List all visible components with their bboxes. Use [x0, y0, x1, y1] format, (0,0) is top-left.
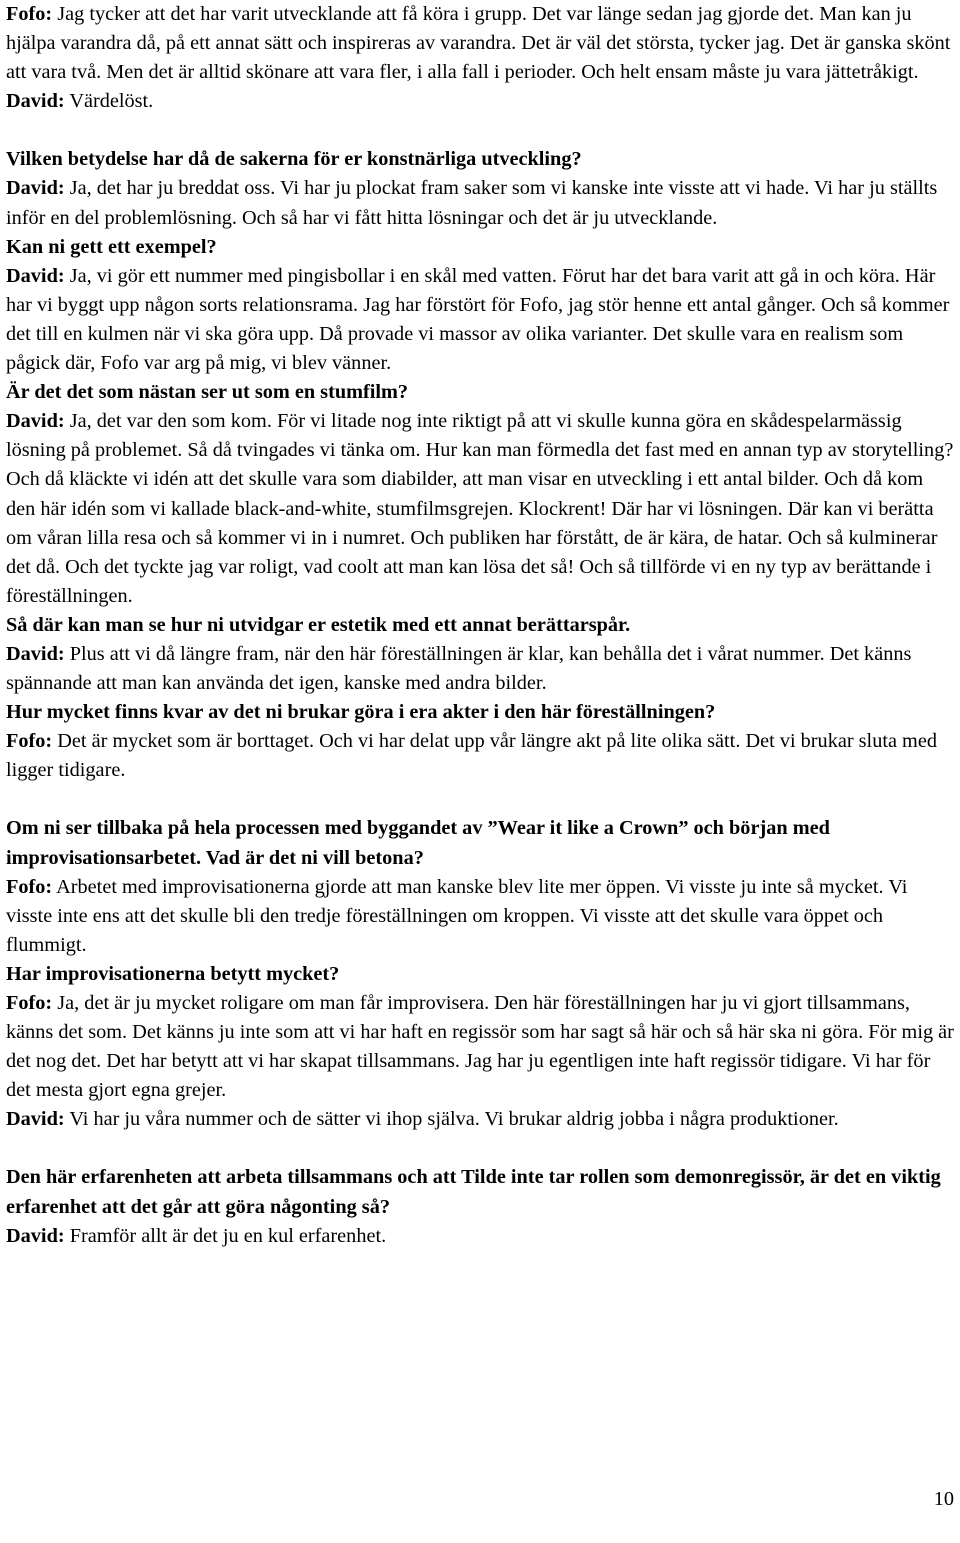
interview-answer — [6, 727, 954, 785]
speaker-name: Fofo: — [6, 730, 53, 753]
answer-text: Ja, vi gör ett nummer med pingisbollar i en skål med vatten. Förut har det bara varit att gå in och köra. Här har vi byggt upp någon sorts relationsrama. Jag har förstört för Fofo, jag stör henne ett antal gånger. Och så kommer det till en kulmen när vi ska göra upp. Då provade vi massor av olika varianter. Det skulle vara en realism som pågick där, Fofo var arg på mig, vi blev vänner. — [6, 264, 950, 375]
answer-text: Värdelöst. — [69, 90, 154, 113]
speaker-name: David: — [6, 410, 65, 433]
interview-question: Kan ni gett ett exempel? — [6, 235, 217, 258]
interview-question: Vilken betydelse har då de sakerna för er konstnärliga utveckling? — [6, 148, 582, 171]
paragraph-spacer — [6, 785, 954, 814]
speaker-name: Fofo: — [6, 3, 53, 25]
answer-text: Ja, det har ju breddat oss. Vi har ju plockat fram saker som vi kanske inte visste att vi hade. Vi har ju ställts inför en del problemlösning. Och så har vi fått hitta lösningar och det är ju utvecklande. — [6, 177, 938, 229]
interview-text — [6, 0, 954, 1251]
speaker-name: David: — [6, 90, 65, 113]
interview-answer — [6, 174, 954, 232]
speaker-name: Fofo: — [6, 875, 53, 898]
answer-text: Vi har ju våra nummer och de sätter vi ihop själva. Vi brukar aldrig jobba i några produktioner. — [69, 1108, 839, 1131]
interview-answer — [6, 1222, 954, 1251]
interview-question: Har improvisationerna betytt mycket? — [6, 962, 340, 985]
answer-text: Ja, det var den som kom. För vi litade nog inte riktigt på att vi skulle kunna göra en skådespelarmässig lösning på problemet. Så då tvingades vi tänka om. Hur kan man förmedla det fast med en annan typ av storytelling? Och då kläckte vi idén att det skulle vara som diabilder, att man visar en utveckling i ett antal bilder. Och då kom den här idén som vi kallade black-and-white, stumfilmsgrejen. Klockrent! Där har vi lösningen. Där kan vi berätta om våran lilla resa och så kommer vi in i numret. Och publiken har förstått, de är kära, de hatar. Och så kulminerar det då. Och det tyckte jag var roligt, vad coolt att man kan lösa det så! Och så tillförde vi en ny typ av berättande i föreställningen. — [6, 410, 954, 607]
speaker-name: David: — [6, 1224, 65, 1247]
interview-question: Hur mycket finns kvar av det ni brukar göra i era akter i den här föreställningen? — [6, 701, 716, 724]
interview-answer — [6, 873, 954, 960]
paragraph-spacer — [6, 116, 954, 145]
interview-question: Den här erfarenheten att arbeta tillsammans och att Tilde inte tar rollen som demonregissör, är det en viktig erfarenhet att det går att göra någonting så? — [6, 1166, 941, 1218]
answer-text: Arbetet med improvisationerna gjorde att man kanske blev lite mer öppen. Vi visste ju inte så mycket. Vi visste inte ens att det skulle bli den tredje föreställningen om kroppen. Vi visste att det skulle vara öppet och flummigt. — [6, 875, 908, 956]
answer-text: Plus att vi då längre fram, när den här föreställningen är klar, kan behålla det i vårat nummer. Det känns spännande att man kan använda det igen, kanske med andra bilder. — [6, 642, 912, 695]
answer-text: Framför allt är det ju en kul erfarenhet. — [69, 1224, 387, 1247]
interview-answer — [6, 407, 954, 611]
interview-answer — [6, 989, 954, 1105]
speaker-name: David: — [6, 1108, 65, 1131]
speaker-name: David: — [6, 177, 65, 200]
interview-question: Är det det som nästan ser ut som en stumfilm? — [6, 381, 409, 404]
interview-answer — [6, 640, 954, 698]
page-number: 10 — [933, 1488, 954, 1510]
answer-text: Jag tycker att det har varit utvecklande att få köra i grupp. Det var länge sedan jag gjorde det. Man kan ju hjälpa varandra då, på ett annat sätt och inspireras av varandra. Det är väl det största, tycker jag. Det är ganska skönt att vara två. Men det är alltid skönare att vara fler, i alla fall i perioder. Och helt ensam måste ju vara jättetråkigt. — [6, 3, 951, 84]
speaker-name: David: — [6, 642, 65, 665]
interview-question: Om ni ser tillbaka på hela processen med byggandet av ”Wear it like a Crown” och början med improvisationsarbetet. Vad är det ni vill betona? — [6, 817, 830, 869]
interview-question: Så där kan man se hur ni utvidgar er estetik med ett annat berättarspår. — [6, 613, 631, 636]
paragraph-spacer — [6, 1134, 954, 1163]
interview-answer — [6, 262, 954, 378]
interview-answer — [6, 0, 954, 87]
speaker-name: Fofo: — [6, 992, 53, 1014]
speaker-name: David: — [6, 264, 65, 287]
interview-answer — [6, 1105, 954, 1134]
interview-answer — [6, 87, 954, 116]
answer-text: Ja, det är ju mycket roligare om man får improvisera. Den här föreställningen har ju vi gjort tillsammans, känns det som. Det känns ju inte som att vi har haft en regissör som har sagt så här och så här ska ni göra. För mig är det nog det. Det har betytt att vi har skapat tillsammans. Jag har ju egentligen inte haft regissör tidigare. Vi har för det mesta gjort egna grejer. — [6, 992, 954, 1102]
answer-text: Det är mycket som är borttaget. Och vi har delat upp vår längre akt på lite olika sätt. Det vi brukar sluta med ligger tidigare. — [6, 730, 937, 782]
